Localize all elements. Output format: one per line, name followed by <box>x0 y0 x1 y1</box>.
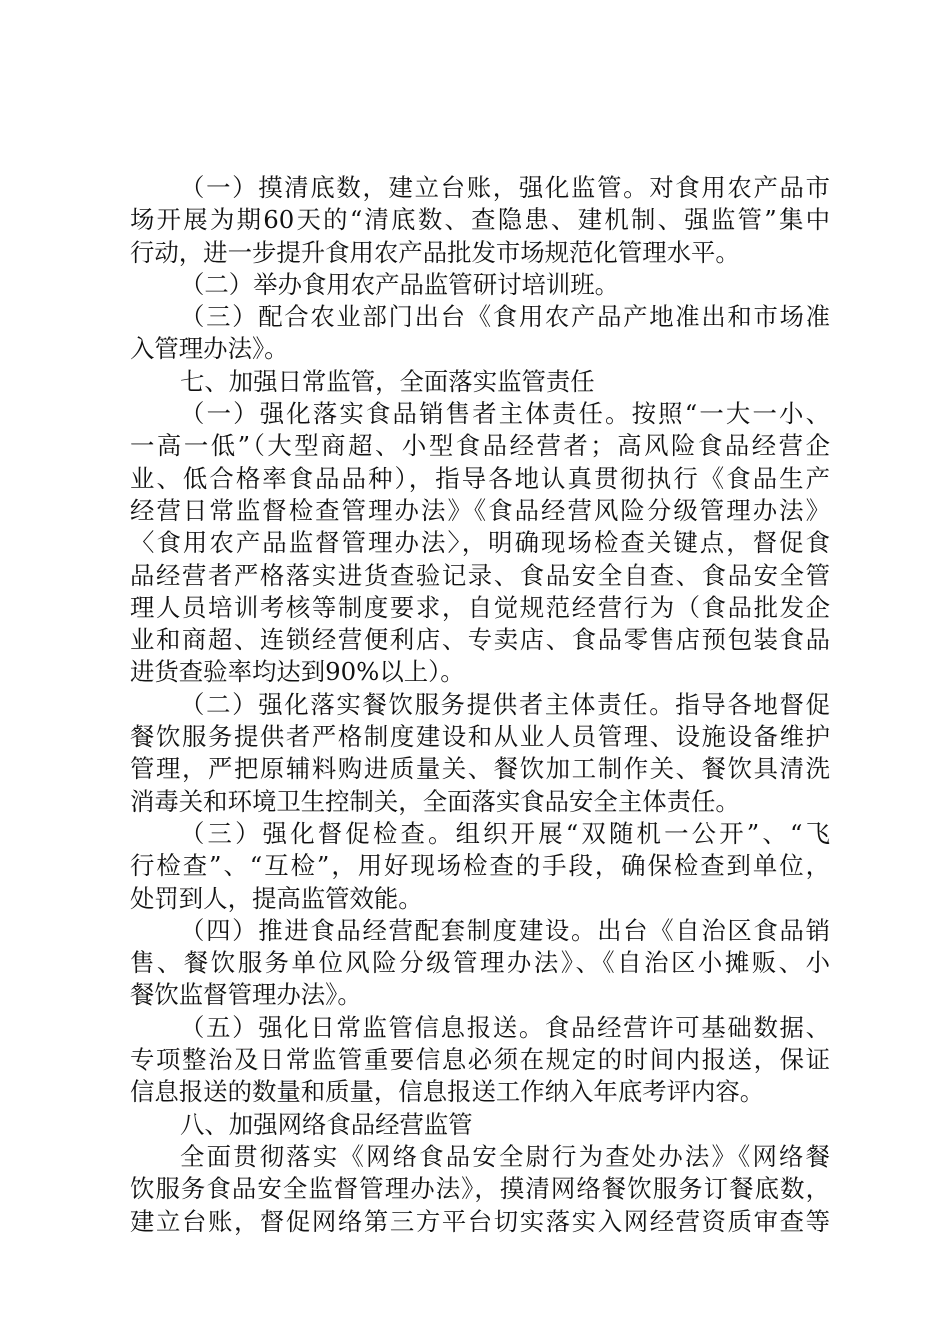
text-line: 餐饮服务提供者严格制度建设和从业人员管理、设施设备维护 <box>130 722 830 752</box>
text-line: 信息报送的数量和质量，信息报送工作纳入年底考评内容。 <box>130 1077 765 1107</box>
text-line: 进货查验率均达到90%以上）。 <box>130 657 465 687</box>
text-line: 八、加强网络食品经营监管 <box>180 1109 473 1139</box>
text-line: 专项整治及日常监管重要信息必须在规定的时间内报送，保证 <box>130 1045 830 1075</box>
document-body <box>130 172 830 1238</box>
text-line: 品经营者严格落实进货查验记录、食品安全自查、食品安全管 <box>130 560 830 590</box>
text-line: 行检查”、“互检”，用好现场检查的手段，确保检查到单位， <box>130 851 830 881</box>
text-line: 七、加强日常监管，全面落实监管责任 <box>180 366 595 396</box>
text-line: 经营日常监督检查管理办法》《食品经营风险分级管理办法》 <box>130 495 830 525</box>
text-line: 售、餐饮服务单位风险分级管理办法》、《自治区小摊贩、小 <box>130 948 830 978</box>
text-line: 饮服务食品安全监督管理办法》，摸清网络餐饮服务订餐底数， <box>130 1174 830 1204</box>
text-line: 业和商超、连锁经营便利店、专卖店、食品零售店预包装食品 <box>130 625 830 655</box>
text-line: 入管理办法》。 <box>130 334 289 364</box>
text-line: 理人员培训考核等制度要求，自觉规范经营行为（食品批发企 <box>130 592 830 622</box>
text-line: （三）强化督促检查。组织开展“双随机一公开”、“飞 <box>180 818 830 848</box>
text-line: 场开展为期60天的“清底数、查隐患、建机制、强监管”集中 <box>130 205 830 235</box>
text-line: （二）举办食用农产品监管研讨培训班。 <box>180 269 620 299</box>
text-line: （四）推进食品经营配套制度建设。出台《自治区食品销 <box>180 915 830 945</box>
text-line: 业、低合格率食品品种），指导各地认真贯彻执行《食品生产 <box>130 463 830 493</box>
text-line: （二）强化落实餐饮服务提供者主体责任。指导各地督促 <box>180 689 830 719</box>
text-line: 消毒关和环境卫生控制关，全面落实食品安全主体责任。 <box>130 786 740 816</box>
text-line: 处罚到人，提高监管效能。 <box>130 883 423 913</box>
text-line: 〈食用农产品监督管理办法〉，明确现场检查关键点，督促食 <box>130 528 830 558</box>
text-line: 管理，严把原辅料购进质量关、餐饮加工制作关、餐饮具清洗 <box>130 754 830 784</box>
text-line: 建立台账，督促网络第三方平台切实落实入网经营资质审查等 <box>130 1206 830 1236</box>
text-line: （三）配合农业部门出台《食用农产品产地准出和市场准 <box>180 302 830 332</box>
text-line: （一）强化落实食品销售者主体责任。按照“一大一小、 <box>180 399 830 429</box>
text-line: 全面贯彻落实《网络食品安全尉行为查处办法》《网络餐 <box>180 1141 830 1171</box>
text-line: 行动，进一步提升食用农产品批发市场规范化管理水平。 <box>130 237 740 267</box>
text-line: 一高一低”（大型商超、小型食品经营者；高风险食品经营企 <box>130 431 830 461</box>
text-line: （一）摸清底数，建立台账，强化监管。对食用农产品市 <box>180 173 830 202</box>
text-line: 餐饮监督管理办法》。 <box>130 980 362 1010</box>
text-line: （五）强化日常监管信息报送。食品经营许可基础数据、 <box>180 1012 830 1042</box>
